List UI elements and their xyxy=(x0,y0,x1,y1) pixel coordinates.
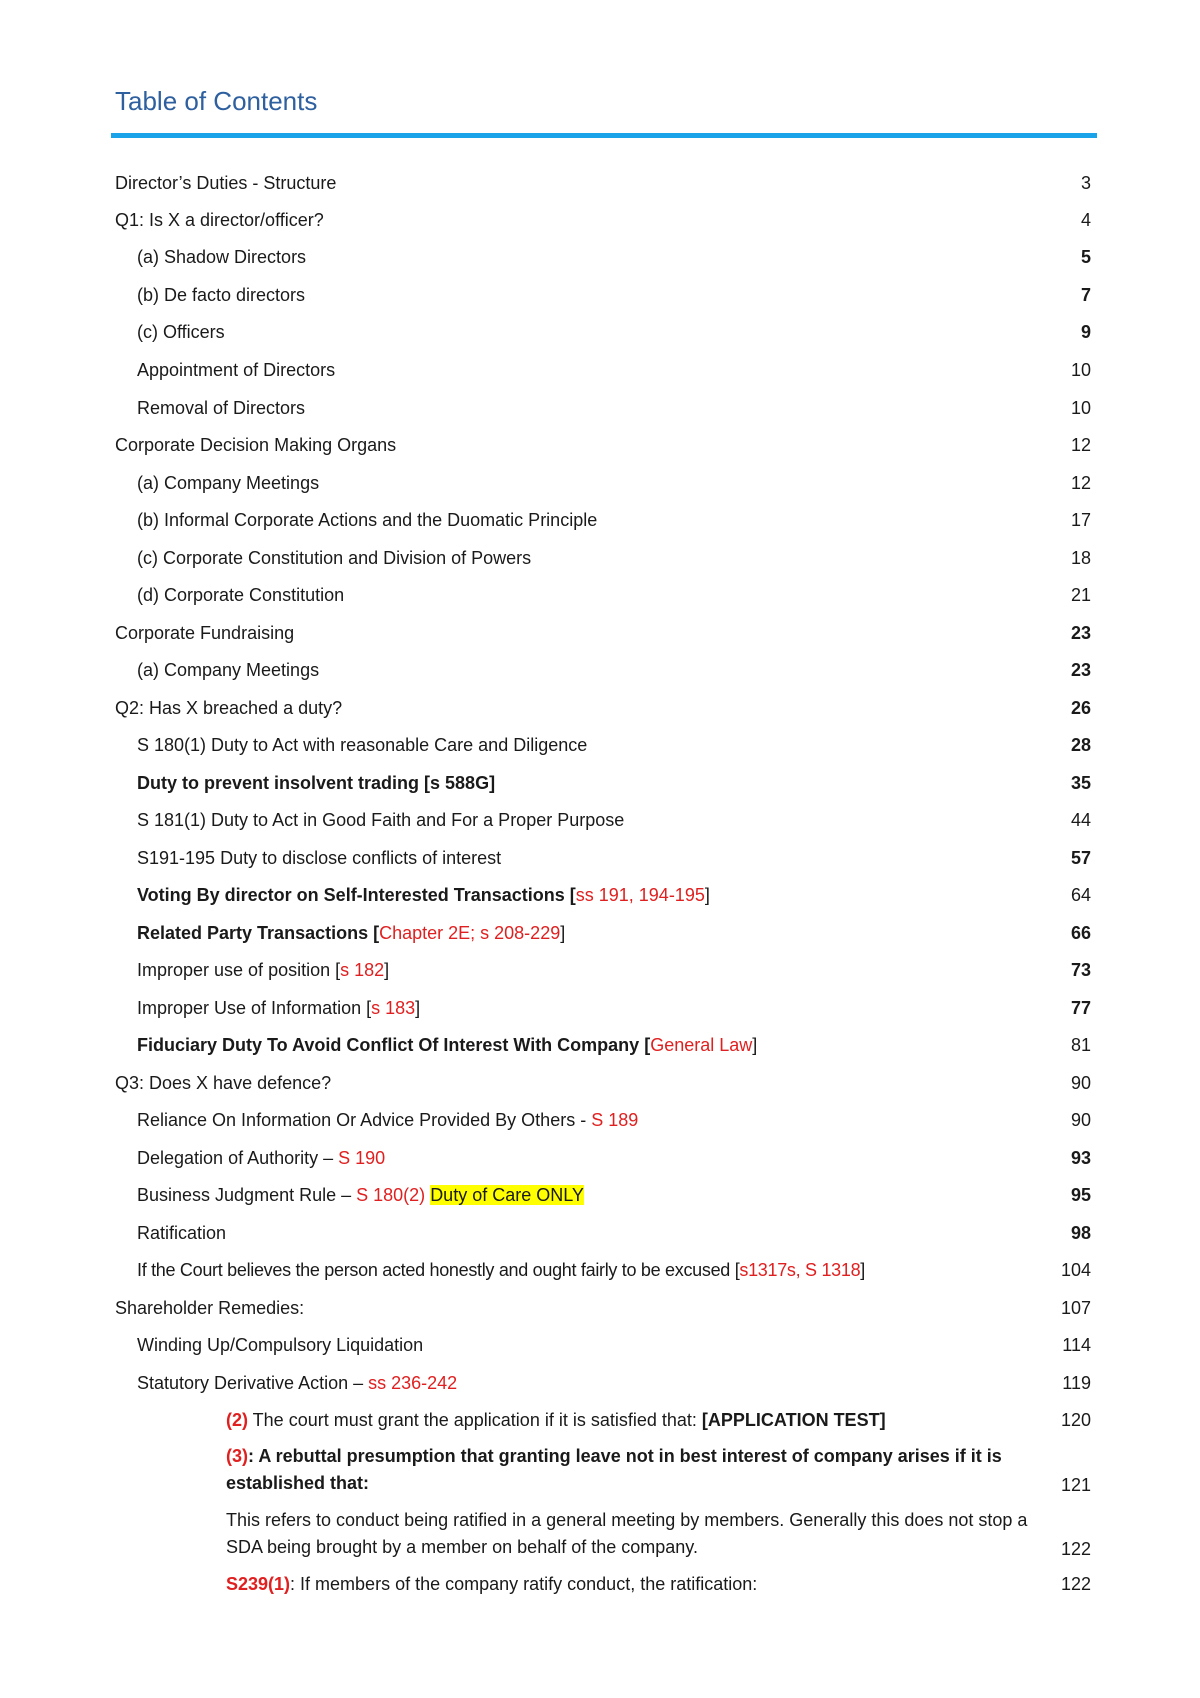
toc-entry[interactable]: (a) Company Meetings 12 xyxy=(137,473,1091,493)
page-number: 28 xyxy=(1070,735,1091,755)
page-number: 5 xyxy=(1080,247,1091,267)
section-reference: ss 191, 194-195 xyxy=(575,885,705,905)
section-reference: Chapter 2E; s 208-229 xyxy=(379,923,561,943)
toc-entry[interactable]: Statutory Derivative Action – ss 236-242 119 xyxy=(137,1373,1091,1393)
page-number: 120 xyxy=(1060,1410,1091,1430)
page-number: 18 xyxy=(1070,548,1091,568)
section-reference: S 190 xyxy=(338,1148,386,1168)
toc-entry[interactable]: (2) The court must grant the application if it is satisfied that: [APPLICATION TEST] 120 xyxy=(226,1410,1091,1430)
toc-entry[interactable]: Appointment of Directors 10 xyxy=(137,360,1091,380)
section-reference: S 189 xyxy=(591,1110,639,1130)
page-number: 23 xyxy=(1070,660,1091,680)
section-reference: s 183 xyxy=(371,998,416,1018)
page-number: 23 xyxy=(1070,623,1091,643)
page-number: 9 xyxy=(1080,322,1091,342)
page-number: 12 xyxy=(1070,435,1091,455)
toc-entry[interactable]: Ratification 98 xyxy=(137,1223,1091,1243)
toc-entry[interactable]: (3): A rebuttal presumption that granting leave not in best interest of company arises if it is established that: 121 xyxy=(226,1443,1091,1499)
page-number: 26 xyxy=(1070,698,1091,718)
page-number: 12 xyxy=(1070,473,1091,493)
page-number: 121 xyxy=(1060,1475,1091,1495)
toc-entry[interactable]: S 180(1) Duty to Act with reasonable Care and Diligence 28 xyxy=(137,735,1091,755)
page-number: 66 xyxy=(1070,923,1091,943)
page-number: 57 xyxy=(1070,848,1091,868)
toc-entry[interactable]: Delegation of Authority – S 190 93 xyxy=(137,1148,1091,1168)
page-number: 104 xyxy=(1060,1260,1091,1280)
section-reference: General Law xyxy=(650,1035,753,1055)
section-reference: s 182 xyxy=(340,960,385,980)
toc-entry[interactable]: Director’s Duties - Structure 3 xyxy=(115,173,1091,193)
page-number: 77 xyxy=(1070,998,1091,1018)
page-number: 3 xyxy=(1080,173,1091,193)
page-number: 122 xyxy=(1060,1539,1091,1559)
page-number: 114 xyxy=(1062,1335,1091,1355)
toc-entry[interactable]: Duty to prevent insolvent trading [s 588G] 35 xyxy=(137,773,1091,793)
page-number: 98 xyxy=(1070,1223,1091,1243)
page-number: 10 xyxy=(1070,398,1091,418)
toc-entry[interactable]: Q2: Has X breached a duty? 26 xyxy=(115,698,1091,718)
toc-entry[interactable]: (d) Corporate Constitution 21 xyxy=(137,585,1091,605)
page-number: 73 xyxy=(1070,960,1091,980)
highlighted-note: Duty of Care ONLY xyxy=(430,1185,584,1205)
toc-entry[interactable]: Improper Use of Information [s 183] 77 xyxy=(137,998,1091,1018)
toc-entry[interactable]: S 181(1) Duty to Act in Good Faith and For a Proper Purpose 44 xyxy=(137,810,1091,830)
toc-entry[interactable]: Q3: Does X have defence? 90 xyxy=(115,1073,1091,1093)
toc-entry[interactable]: (c) Corporate Constitution and Division of Powers 18 xyxy=(137,548,1091,568)
toc-entry[interactable]: S191-195 Duty to disclose conflicts of interest 57 xyxy=(137,848,1091,868)
page-number: 4 xyxy=(1080,210,1091,230)
page-number: 90 xyxy=(1070,1110,1091,1130)
page-number: 119 xyxy=(1062,1373,1091,1393)
toc-entry[interactable]: Corporate Decision Making Organs 12 xyxy=(115,435,1091,455)
page-number: 17 xyxy=(1070,510,1091,530)
toc-entry[interactable]: Fiduciary Duty To Avoid Conflict Of Interest With Company [General Law] 81 xyxy=(137,1035,1091,1055)
toc-entry[interactable]: Shareholder Remedies: 107 xyxy=(115,1298,1091,1318)
toc-entry[interactable]: Q1: Is X a director/officer? 4 xyxy=(115,210,1091,230)
section-reference: S 180(2) xyxy=(356,1185,426,1205)
toc-entry[interactable]: (b) Informal Corporate Actions and the Duomatic Principle 17 xyxy=(137,510,1091,530)
toc-entry[interactable]: (c) Officers 9 xyxy=(137,322,1091,342)
toc-entry[interactable]: Voting By director on Self-Interested Transactions [ss 191, 194-195] 64 xyxy=(137,885,1091,905)
toc-entry[interactable]: Removal of Directors 10 xyxy=(137,398,1091,418)
section-reference: (3) xyxy=(226,1446,248,1466)
toc-entry[interactable]: This refers to conduct being ratified in a general meeting by members. Generally this does not stop a SDA being brought by a member on behalf of the company. 122 xyxy=(226,1507,1091,1563)
page-number: 81 xyxy=(1070,1035,1091,1055)
toc-entry[interactable]: Related Party Transactions [Chapter 2E; s 208-229] 66 xyxy=(137,923,1091,943)
page-number: 7 xyxy=(1080,285,1091,305)
section-reference: s1317s, S 1318 xyxy=(739,1260,861,1280)
toc-title: Table of Contents xyxy=(115,86,318,116)
page-number: 90 xyxy=(1070,1073,1091,1093)
toc-entry[interactable]: (a) Shadow Directors 5 xyxy=(137,247,1091,267)
toc-entry[interactable]: (a) Company Meetings 23 xyxy=(137,660,1091,680)
page-number: 95 xyxy=(1070,1185,1091,1205)
page-number: 44 xyxy=(1070,810,1091,830)
page-number: 107 xyxy=(1060,1298,1091,1318)
page-number: 10 xyxy=(1070,360,1091,380)
toc-entry[interactable]: Improper use of position [s 182] 73 xyxy=(137,960,1091,980)
page-number: 93 xyxy=(1070,1148,1091,1168)
page-number: 64 xyxy=(1070,885,1091,905)
page-number: 21 xyxy=(1070,585,1091,605)
toc-entry[interactable]: Reliance On Information Or Advice Provided By Others - S 189 90 xyxy=(137,1110,1091,1130)
toc-entry[interactable]: Business Judgment Rule – S 180(2) Duty of Care ONLY 95 xyxy=(137,1185,1091,1205)
section-reference: S239(1) xyxy=(226,1574,291,1594)
toc-entry[interactable]: If the Court believes the person acted honestly and ought fairly to be excused [s1317s, S 1318] 104 xyxy=(137,1260,1091,1280)
page-number: 35 xyxy=(1070,773,1091,793)
section-reference: (2) xyxy=(226,1410,248,1430)
toc-entry[interactable]: S239(1): If members of the company ratify conduct, the ratification: 122 xyxy=(226,1574,1091,1594)
page-number: 122 xyxy=(1060,1574,1091,1594)
section-reference: ss 236-242 xyxy=(368,1373,458,1393)
toc-entry[interactable]: Winding Up/Compulsory Liquidation 114 xyxy=(137,1335,1091,1355)
toc-entry[interactable]: (b) De facto directors 7 xyxy=(137,285,1091,305)
toc-entry[interactable]: Corporate Fundraising 23 xyxy=(115,623,1091,643)
